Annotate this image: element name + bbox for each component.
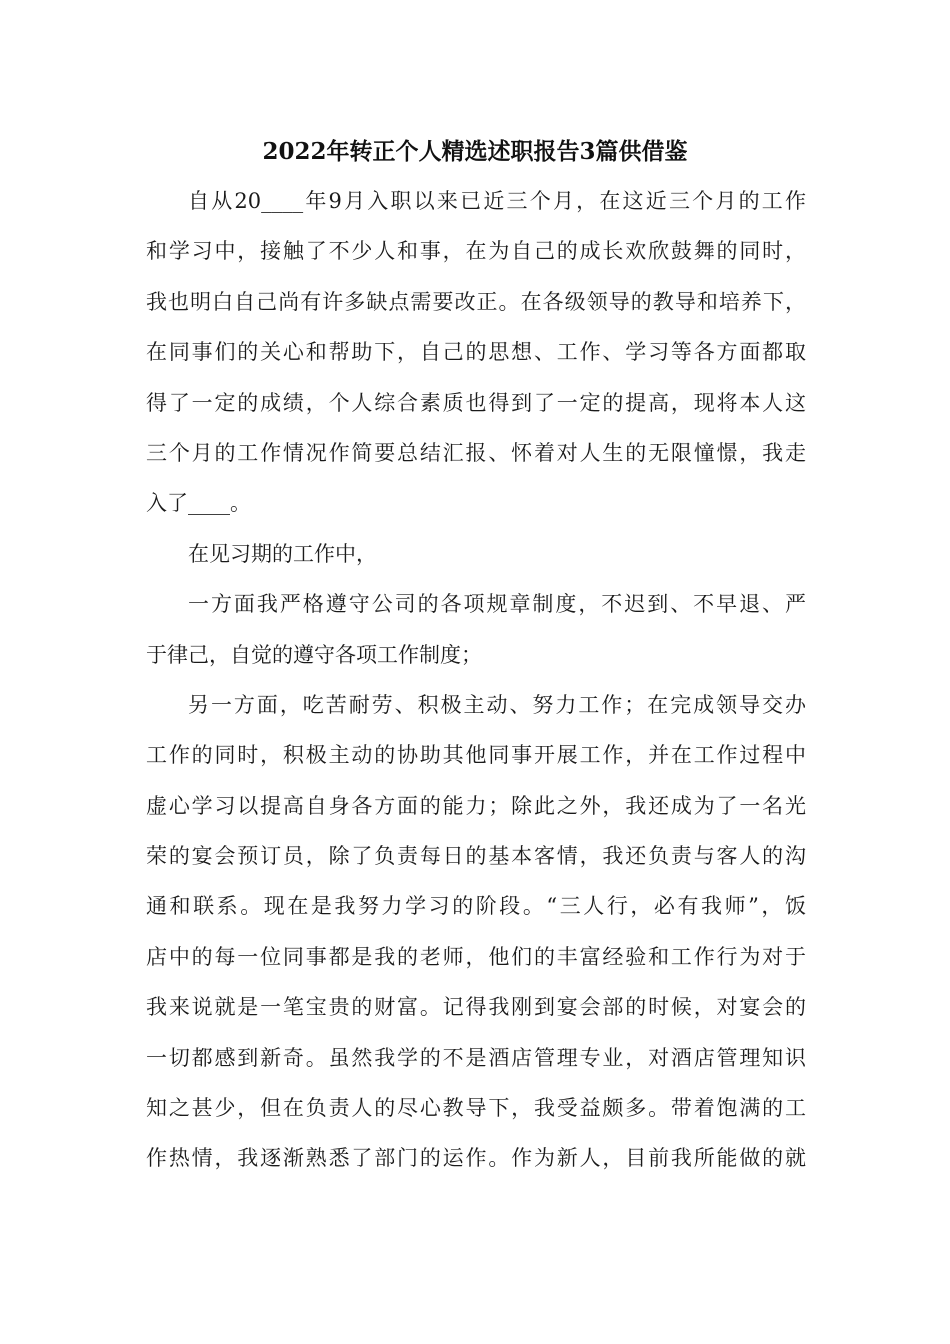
paragraph-line: 一方面我严格遵守公司的各项规章制度，不迟到、不早退、严 (188, 592, 806, 617)
paragraph-line: 荣的宴会预订员，除了负责每日的基本客情，我还负责与客人的沟 (146, 844, 806, 869)
paragraph-line: 入了____。 (146, 491, 251, 516)
paragraph-line: 我也明白自己尚有许多缺点需要改正。在各级领导的教导和培养下， (146, 289, 806, 314)
paragraph-line: 虚心学习以提高自身各方面的能力；除此之外，我还成为了一名光 (146, 793, 806, 818)
paragraph-line: 三个月的工作情况作简要总结汇报、怀着对人生的无限憧憬，我走 (146, 440, 806, 465)
paragraph-line: 得了一定的成绩，个人综合素质也得到了一定的提高，现将本人这 (146, 390, 806, 415)
paragraph-line: 作热情，我逐渐熟悉了部门的运作。作为新人，目前我所能做的就 (146, 1146, 806, 1171)
paragraph-line: 通和联系。现在是我努力学习的阶段。“三人行，必有我师”，饭 (146, 894, 806, 919)
paragraph-line: 于律己，自觉的遵守各项工作制度； (146, 642, 482, 667)
paragraph-line: 另一方面，吃苦耐劳、积极主动、努力工作；在完成领导交办 (188, 692, 806, 717)
document-body (146, 181, 806, 1189)
paragraph-line: 和学习中，接触了不少人和事，在为自己的成长欢欣鼓舞的同时， (146, 239, 806, 264)
paragraph-line: 工作的同时，积极主动的协助其他同事开展工作，并在工作过程中 (146, 743, 806, 768)
paragraph-line: 知之甚少，但在负责人的尽心教导下，我受益颇多。带着饱满的工 (146, 1096, 806, 1121)
paragraph-line: 在见习期的工作中， (188, 541, 377, 566)
paragraph-line: 我来说就是一笔宝贵的财富。记得我刚到宴会部的时候，对宴会的 (146, 995, 806, 1020)
paragraph-line: 自从20____年9月入职以来已近三个月，在这近三个月的工作 (188, 189, 806, 213)
paragraph-line: 在同事们的关心和帮助下，自己的思想、工作、学习等各方面都取 (146, 340, 806, 365)
paragraph-line: 店中的每一位同事都是我的老师，他们的丰富经验和工作行为对于 (146, 944, 806, 969)
paragraph-line: 一切都感到新奇。虽然我学的不是酒店管理专业，对酒店管理知识 (146, 1045, 806, 1070)
document-title: 2022年转正个人精选述职报告3篇供借鉴 (262, 138, 688, 165)
